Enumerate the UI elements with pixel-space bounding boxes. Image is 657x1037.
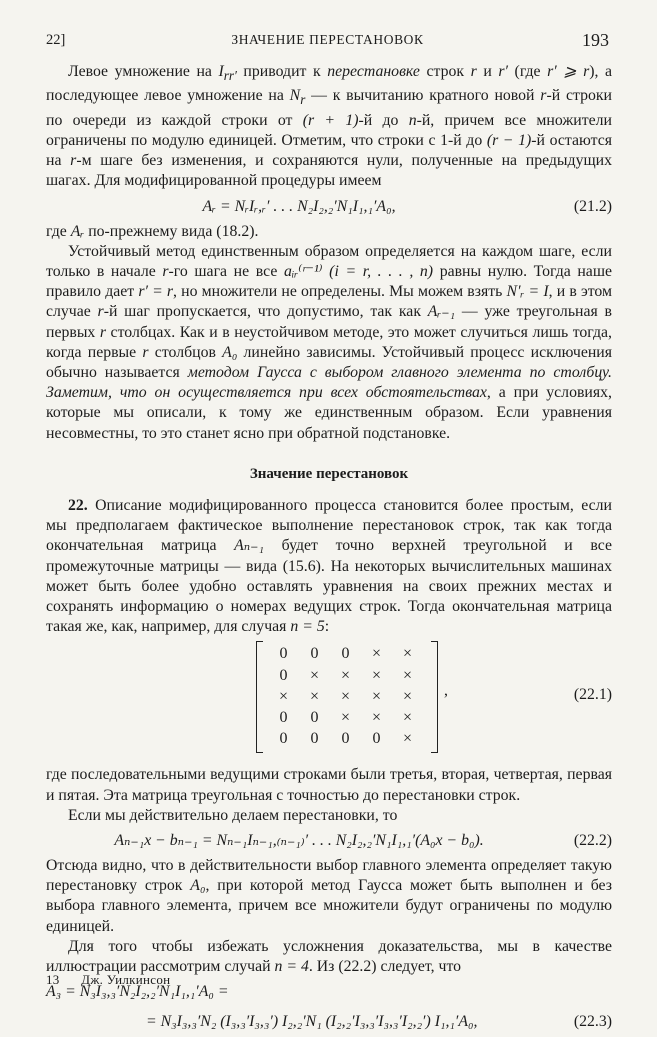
math-run: (r + 1) <box>302 111 359 129</box>
text-run: равны нулю. Тогда наше правило дает <box>46 262 612 301</box>
matrix-cell: 0 <box>279 708 288 726</box>
equation-22-1 <box>46 641 612 759</box>
math-run: r <box>162 262 169 280</box>
matrix-cell: × <box>402 730 413 748</box>
math-run: Aₙ₋₁ <box>234 537 264 555</box>
matrix-cell: 0 <box>279 645 288 663</box>
math-run: (r − 1) <box>486 131 532 149</box>
text-run: Устойчивый метод единственным образом определяется на каждом шаге, если только в начале <box>46 242 612 280</box>
text-run: линейно зависимы. Устойчивый процесс исключения обычно называется <box>46 343 613 381</box>
text-run: где <box>46 222 71 240</box>
text-run: столбцах. Как и в неустойчивом методе, это может случиться лишь тогда, когда первые <box>46 323 612 361</box>
matrix-cell: × <box>371 708 382 726</box>
math-run: A₀ <box>222 343 238 361</box>
paragraph-3 <box>46 242 612 444</box>
matrix-cell: × <box>371 645 382 663</box>
paragraph-1 <box>46 62 612 192</box>
equation-formula: Aₙ₋₁x − bₙ₋₁ = Nₙ₋₁Iₙ₋₁,₍ₙ₋₁₎′ . . . N₂I₂,₂′N₁I₁,₁′(A₀x − b₀). <box>114 832 484 849</box>
math-run: Aᵣ₋₁ <box>427 303 456 321</box>
text-run: , а при условиях, которые мы описали, к тому же единственным образом. Если уравнения несовместны, то это станет ясно при обратной подстановке. <box>46 384 612 442</box>
paragraph-number: 22. <box>68 496 88 514</box>
math-run: r <box>97 303 104 321</box>
math-run: rr′ <box>223 68 237 84</box>
page-body <box>46 62 612 1037</box>
math-run: A₀ <box>190 877 206 895</box>
matrix-cell: 0 <box>310 708 319 726</box>
matrix-cell: 0 <box>341 730 350 748</box>
text-run: — уже треугольная в первых <box>46 303 612 341</box>
text-run: -й до <box>358 111 409 129</box>
left-bracket <box>256 641 263 753</box>
text-run: -й, причем все множители ограничены по модулю единицей. Отметим, что строки с 1-й до <box>46 111 612 149</box>
text-run: строк <box>419 63 471 80</box>
math-run: r′ = r <box>138 283 174 301</box>
equation-22-2 <box>46 828 612 854</box>
text-run: и <box>476 63 499 80</box>
equation-number: (22.3) <box>573 1013 612 1031</box>
matrix-cell: × <box>371 687 382 705</box>
math-run: n <box>408 111 417 129</box>
matrix-comma: , <box>444 682 448 700</box>
equation-21-2 <box>46 194 612 220</box>
text-run: Левое умножение на <box>68 63 219 80</box>
math-run: I <box>218 63 224 80</box>
signature-number: 13 <box>46 972 60 987</box>
matrix-cell: × <box>402 666 413 684</box>
right-bracket <box>431 641 438 753</box>
math-run: r′ ⩾ r <box>547 63 590 80</box>
matrix-cell: 0 <box>341 645 350 663</box>
math-run: r <box>70 152 77 170</box>
matrix-cell: × <box>371 666 382 684</box>
paragraph-6: Если мы действительно делаем перестановки, то <box>68 806 398 824</box>
math-run: r′ <box>498 63 508 80</box>
math-run: aᵢᵣ⁽ʳ⁻¹⁾ (i = r, . . . , n) <box>283 262 434 280</box>
matrix-cell: 0 <box>372 730 381 748</box>
matrix-cell: × <box>402 687 413 705</box>
math-run: Aᵣ <box>70 222 85 240</box>
text-run: : <box>324 618 330 636</box>
matrix-cell: × <box>340 708 351 726</box>
math-run: r <box>99 323 107 341</box>
text-run: , но множители не определены. Мы можем взять <box>173 283 507 301</box>
equation-formula: = N₃I₃,₃′N₂ (I₃,₃′I₃,₃′) I₂,₂′N₁ (I₂,₂′I₃,₃′I₃,₃′I₂,₂′) I₁,₁′A₀, <box>146 1013 478 1031</box>
matrix-cell: × <box>340 666 351 684</box>
text-run: приводит к <box>236 63 328 80</box>
text-run: , и в этом случае <box>46 283 613 321</box>
matrix-cell: × <box>309 687 320 705</box>
math-run: N <box>289 87 301 105</box>
text-run: Для того чтобы избежать усложнения доказательства, мы в качестве иллюстрации рассмотрим случай <box>46 937 612 976</box>
equation-formula: A₃ = N₃I₃,₃′N₂I₂,₂′N₁I₁,₁′A₀ = <box>46 983 229 1001</box>
running-title: ЗНАЧЕНИЕ ПЕРЕСТАНОВОК <box>231 32 424 47</box>
text-run: будет точно верхней треугольной и все промежуточные матрицы — вида (15.6). На некоторых вычислительных машинах может быть более удобно оставлять уравнения на своих прежних местах и сохранять информацию о номерах ведущих строк. Тогда окончательная матрица такая же, как, например, для случая <box>46 537 612 636</box>
math-run: n = 4 <box>274 958 309 976</box>
signature-author: Дж. Уилкинсон <box>81 972 171 987</box>
paragraph-2 <box>46 222 612 242</box>
text-run: Отсюда видно, что в действительности выбор главного элемента определяет такую перестановку строк <box>46 857 612 895</box>
matrix-cell: 0 <box>310 730 319 748</box>
page-number: 193 <box>582 30 609 50</box>
matrix-cell: × <box>340 687 351 705</box>
text-run: -й остаются на <box>46 131 612 170</box>
matrix-cell: × <box>402 645 413 663</box>
text-run: -й строки по очереди из каждой строки от <box>46 87 612 129</box>
math-run: r <box>142 343 149 361</box>
math-run: r <box>540 87 547 105</box>
matrix-cells <box>268 643 423 749</box>
equation-number: (21.2) <box>573 197 612 215</box>
text-run: -й шаг пропускается, что допустимо, так как <box>103 303 428 321</box>
text-run: -м шаге без изменения, и сохраняются нули, полученные на предыдущих шагах. Для модифицированной процедуры имеем <box>46 152 612 190</box>
text-run: — к вычитанию кратного новой <box>305 87 541 105</box>
text-run: ), а последующее левое умножение на <box>46 63 613 105</box>
matrix-cell: × <box>309 666 320 684</box>
paragraph-4 <box>46 496 612 637</box>
emphasis-run: перестановке <box>327 63 420 80</box>
text-run: Описание модифицированного процесса становится более простым, если мы предполагаем фактическое выполнение перестановок строк, так как тогда окончательная матрица <box>46 496 612 555</box>
emphasis-run: методом Гаусса с выбором главного элемента по столбцу. Заметим, что он осуществляется при всех обстоятельствах <box>46 363 613 402</box>
matrix-cell: 0 <box>310 645 319 663</box>
math-run: N′ᵣ = I <box>506 283 549 301</box>
math-run: n = 5 <box>290 618 325 636</box>
running-header <box>46 30 609 50</box>
equation-number: (22.1) <box>573 686 612 704</box>
equation-formula: Aᵣ = NᵣIᵣ,ᵣ′ . . . N₂I₂,₂′N₁I₁,₁′A₀, <box>202 197 396 215</box>
printer-signature <box>46 972 170 988</box>
text-run: столбцов <box>148 343 223 361</box>
equation-22-3-line2 <box>46 1007 612 1037</box>
text-run: (где <box>508 63 548 80</box>
text-run: по-прежнему вида (18.2). <box>84 222 259 240</box>
matrix <box>256 641 438 753</box>
matrix-cell: × <box>402 708 413 726</box>
text-run: , при которой метод Гаусса может быть выполнен и без выбора главного элемента, причем все множители будут ограничены по модулю единицей. <box>46 877 612 935</box>
text-run: . Из (22.2) следует, что <box>308 958 462 976</box>
section-heading: Значение перестановок <box>249 465 409 482</box>
section-ref: 22] <box>46 32 66 48</box>
paragraph-5: где последовательными ведущими строками были третья, вторая, четвертая, первая и пятая. Эта матрица треугольная с точностью до перестановки строк. <box>46 766 612 804</box>
matrix-cell: 0 <box>279 666 288 684</box>
text-run: -го шага не все <box>168 262 284 280</box>
paragraph-7 <box>46 856 612 937</box>
matrix-cell: 0 <box>279 730 288 748</box>
equation-number: (22.2) <box>573 832 612 849</box>
math-run: r <box>470 63 477 80</box>
math-run: r <box>300 92 306 108</box>
matrix-cell: × <box>278 687 289 705</box>
